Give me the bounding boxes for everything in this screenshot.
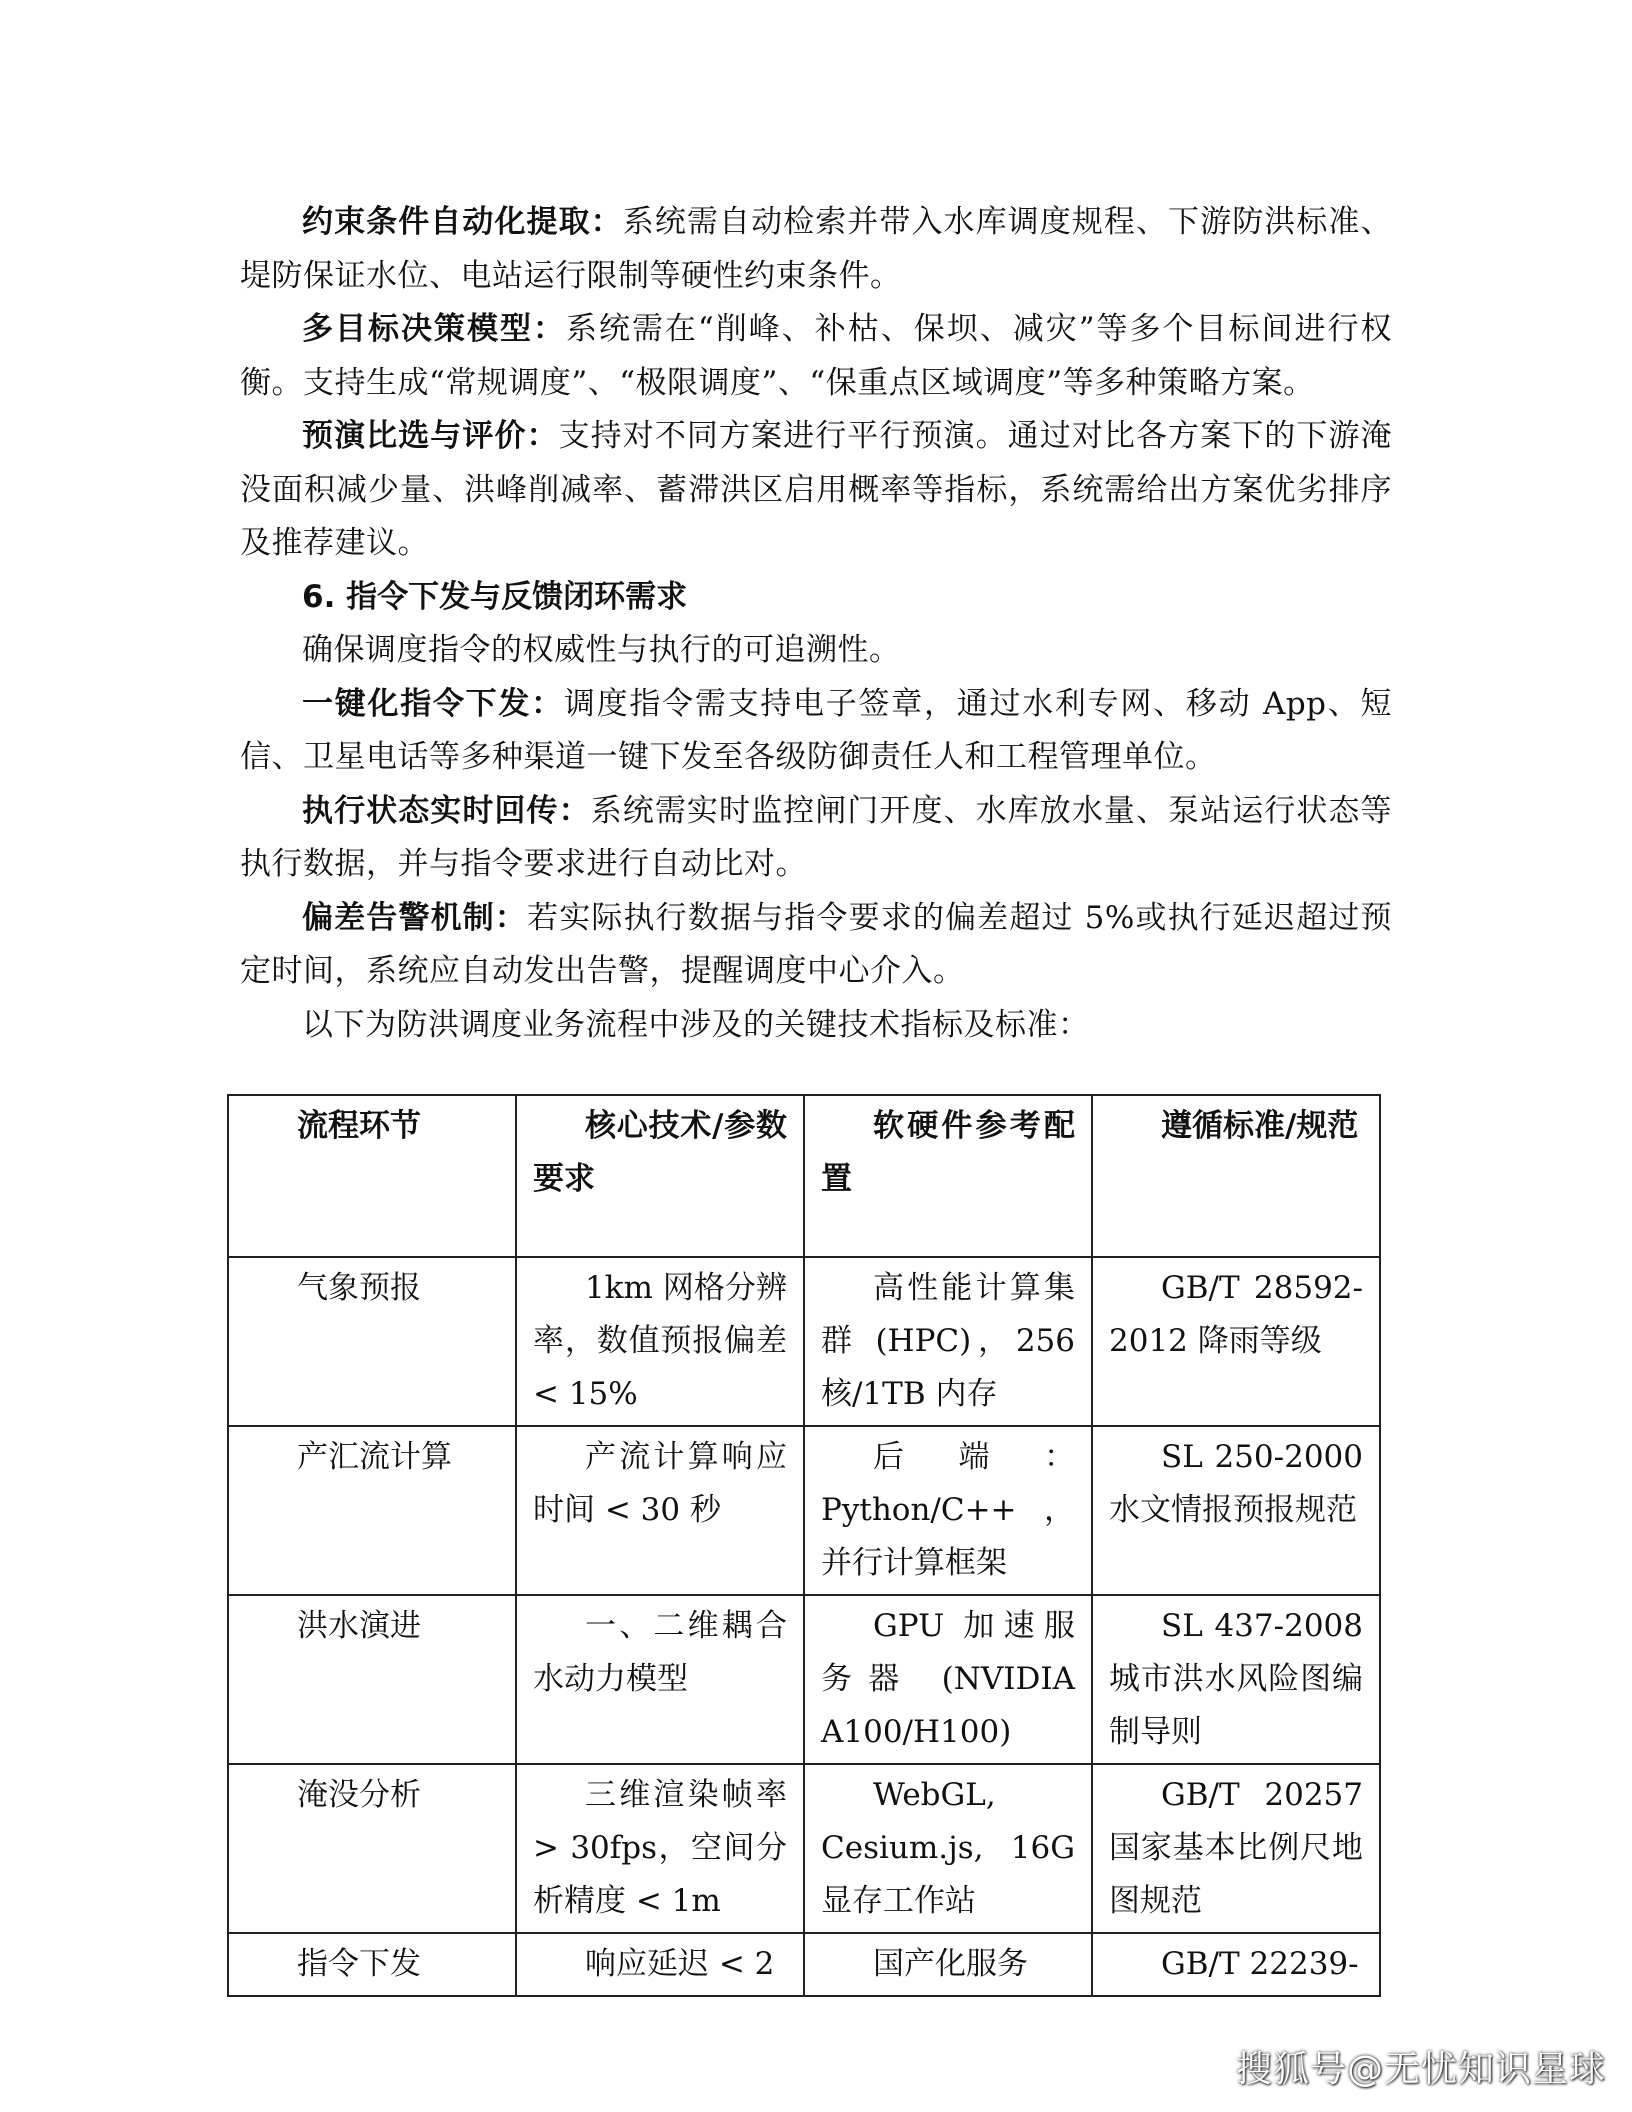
paragraph-constraint-extraction <box>240 196 1392 303</box>
paragraph-one-click-dispatch <box>240 678 1392 785</box>
paragraph-deviation-alarm <box>240 892 1392 999</box>
table-cell: GB/T 28592-2012 降雨等级 <box>1092 1257 1380 1426</box>
table-cell: 国产化服务 <box>804 1933 1092 1996</box>
table-row <box>228 1595 1380 1764</box>
table-cell: SL 437-2008 城市洪水风险图编制导则 <box>1092 1595 1380 1764</box>
header-cell: 核心技术/参数要求 <box>516 1095 804 1257</box>
table-cell: WebGL, Cesium.js, 16G 显存工作站 <box>804 1764 1092 1933</box>
document-body <box>240 196 1392 1052</box>
paragraph-text: 系统需在“削峰、补枯、保坝、减灾”等多个目标间进行权衡。支持生成“常规调度”、“极限调度”、“保重点区域调度”等多种策略方案。 <box>240 311 1392 401</box>
table-cell: GB/T 22239- <box>1092 1933 1380 1996</box>
table-cell: 响应延迟 < 2 <box>516 1933 804 1996</box>
paragraph-multi-objective <box>240 303 1392 410</box>
paragraph-status-feedback <box>240 785 1392 892</box>
paragraph-text: 支持对不同方案进行平行预演。通过对比各方案下的下游淹没面积减少量、洪峰削减率、蓄滞洪区启用概率等指标，系统需给出方案优劣排序及推荐建议。 <box>240 418 1393 561</box>
header-cell: 软硬件参考配置 <box>804 1095 1092 1257</box>
paragraph-lead: 约束条件自动化提取： <box>302 204 623 240</box>
paragraph-lead: 多目标决策模型： <box>302 311 566 347</box>
paragraph-rehearsal-evaluation <box>240 410 1392 571</box>
header-cell: 流程环节 <box>228 1095 516 1257</box>
paragraph-lead: 偏差告警机制： <box>302 899 528 936</box>
table-row <box>228 1933 1380 1996</box>
table-cell: 气象预报 <box>228 1257 516 1426</box>
table-intro: 以下为防洪调度业务流程中涉及的关键技术指标及标准： <box>302 1006 1090 1043</box>
section-intro: 确保调度指令的权威性与执行的可追溯性。 <box>302 632 901 668</box>
table-cell: 高性能计算集群 (HPC)，256 核/1TB 内存 <box>804 1257 1092 1426</box>
table-cell: GB/T 20257 国家基本比例尺地图规范 <box>1092 1764 1380 1933</box>
paragraph-lead: 预演比选与评价： <box>302 418 559 454</box>
table-cell: 后端：Python/C++，并行计算框架 <box>804 1426 1092 1595</box>
table-cell: 产流计算响应时间 < 30 秒 <box>516 1426 804 1595</box>
table-cell: GPU 加速服务器 (NVIDIA A100/H100) <box>804 1595 1092 1764</box>
table-cell: 一、二维耦合水动力模型 <box>516 1595 804 1764</box>
paragraph-text: 系统需实时监控闸门开度、水库放水量、泵站运行状态等执行数据，并与指令要求进行自动比对。 <box>240 792 1393 882</box>
paragraph-lead: 一键化指令下发： <box>302 685 564 722</box>
section-heading: 6. 指令下发与反馈闭环需求 <box>302 578 688 615</box>
paragraph-text: 系统需自动检索并带入水库调度规程、下游防洪标准、堤防保证水位、电站运行限制等硬性约束条件。 <box>240 204 1393 294</box>
table-cell: 洪水演进 <box>228 1595 516 1764</box>
table-row <box>228 1764 1380 1933</box>
tech-spec-table <box>227 1094 1381 1997</box>
table-row <box>228 1426 1380 1595</box>
paragraph-text: 调度指令需支持电子签章，通过水利专网、移动 App、短信、卫星电话等多种渠道一键下发至各级防御责任人和工程管理单位。 <box>240 685 1392 775</box>
table-cell: 产汇流计算 <box>228 1426 516 1595</box>
table-cell: SL 250-2000 水文情报预报规范 <box>1092 1426 1380 1595</box>
table-cell: 淹没分析 <box>228 1764 516 1933</box>
table-cell: 三维渲染帧率 > 30fps，空间分析精度 < 1m <box>516 1764 804 1933</box>
table-cell: 1km 网格分辨率，数值预报偏差 < 15% <box>516 1257 804 1426</box>
header-cell: 遵循标准/规范 <box>1092 1095 1380 1257</box>
paragraph-lead: 执行状态实时回传： <box>302 792 591 829</box>
watermark: 搜狐号@无忧知识星球 <box>1235 2049 1606 2090</box>
table-cell: 指令下发 <box>228 1933 516 1996</box>
table-header-row <box>228 1095 1380 1257</box>
paragraph-text: 若实际执行数据与指令要求的偏差超过 5%或执行延迟超过预定时间，系统应自动发出告警，提醒调度中心介入。 <box>240 899 1393 989</box>
table-row <box>228 1257 1380 1426</box>
